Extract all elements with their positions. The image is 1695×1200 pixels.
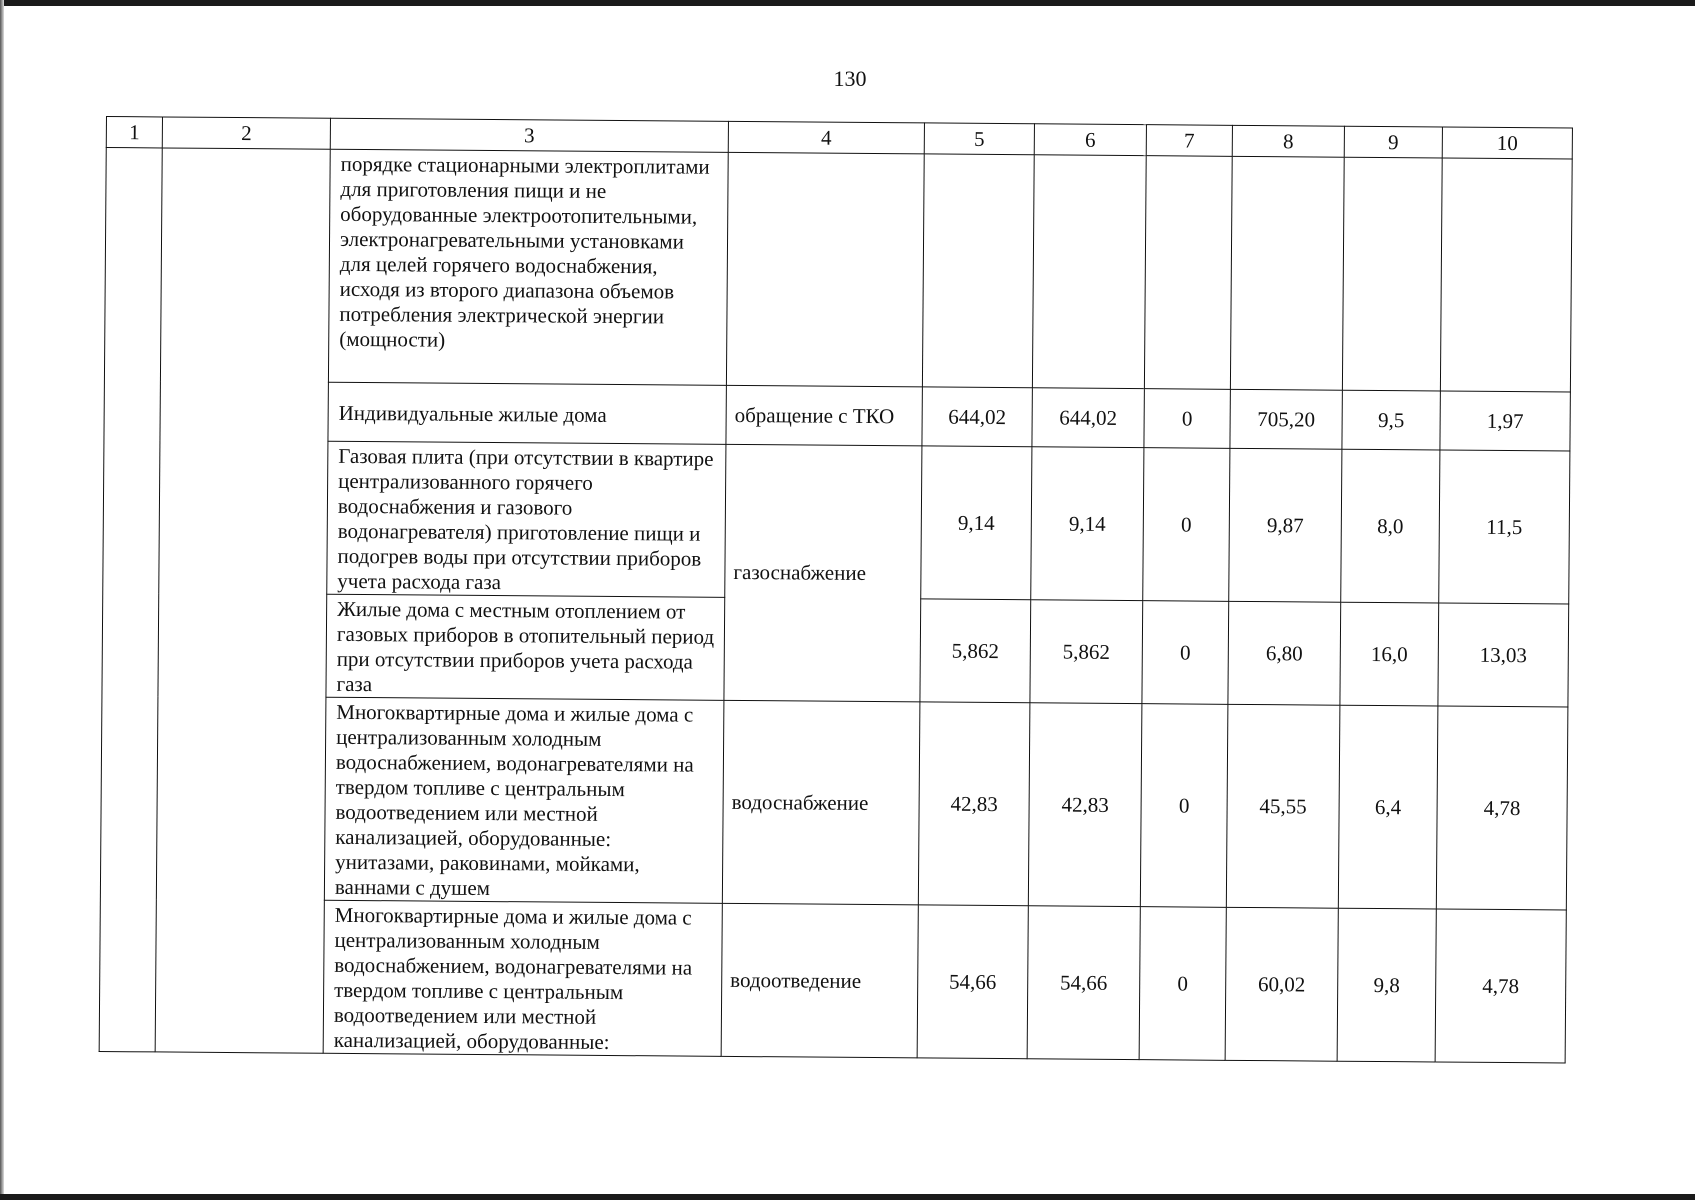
cell-col6: 9,14 — [1031, 447, 1144, 601]
row-category: обращение с ТКО — [726, 385, 922, 446]
row-description: порядке стационарными электроплитами для приготовления пищи и не оборудованные электроотопительными, электронагревательными установками для целей горячего водоснабжения, исходя из второго диапазона объемов потребления электрической энергии (мощности) — [328, 149, 728, 385]
cell-col5: 54,66 — [917, 905, 1028, 1059]
row-description: Газовая плита (при отсутствии в квартире централизованного горячего водоснабжения и газового водонагревателя) приготовление пищи и подогрев воды при отсутствии приборов учета расхода газа — [327, 441, 726, 597]
cell-col7 — [1144, 156, 1232, 390]
cell-col10 — [1440, 158, 1572, 392]
cell-col8: 705,20 — [1230, 389, 1342, 449]
cell-col9: 9,8 — [1337, 908, 1436, 1062]
header-cell-4: 4 — [728, 121, 924, 154]
cell-col7: 0 — [1140, 704, 1228, 908]
header-cell-3: 3 — [330, 118, 728, 152]
cell-col9 — [1342, 157, 1442, 391]
row-category: водоснабжение — [722, 700, 920, 905]
cell-col9: 8,0 — [1341, 449, 1440, 603]
cell-col7: 0 — [1143, 448, 1230, 602]
col2-merged-cell — [155, 148, 330, 1053]
scan-edge-left — [0, 0, 4, 1200]
cell-col7: 0 — [1142, 601, 1229, 705]
cell-col8 — [1230, 156, 1344, 390]
cell-col8: 9,87 — [1229, 448, 1342, 602]
table-row — [104, 148, 1572, 393]
cell-col5: 9,14 — [921, 446, 1032, 600]
cell-col5: 5,862 — [920, 599, 1031, 703]
cell-col8: 45,55 — [1226, 704, 1340, 908]
col1-merged-cell — [99, 148, 162, 1052]
cell-col8: 6,80 — [1228, 601, 1341, 705]
cell-col5: 644,02 — [922, 387, 1032, 447]
row-category: водоотведение — [721, 903, 918, 1058]
header-cell-5: 5 — [924, 123, 1034, 155]
cell-col6: 54,66 — [1027, 906, 1140, 1060]
cell-col9: 16,0 — [1340, 602, 1439, 706]
cell-col6: 644,02 — [1032, 388, 1144, 448]
cell-col7: 0 — [1139, 907, 1226, 1061]
cell-col6 — [1032, 155, 1146, 389]
cell-col8: 60,02 — [1225, 907, 1338, 1061]
row-description: Индивидуальные жилые дома — [328, 382, 726, 444]
row-category — [726, 152, 924, 387]
cell-col9: 9,5 — [1342, 390, 1440, 450]
header-cell-8: 8 — [1232, 125, 1344, 157]
cell-col10: 4,78 — [1435, 909, 1566, 1063]
cell-col5: 42,83 — [918, 702, 1030, 906]
header-cell-7: 7 — [1146, 125, 1232, 157]
cell-col6: 5,862 — [1030, 600, 1143, 704]
header-cell-9: 9 — [1344, 126, 1442, 158]
header-cell-2: 2 — [162, 117, 330, 149]
cell-col10: 1,97 — [1440, 391, 1570, 451]
tariff-table — [99, 116, 1573, 1063]
cell-col10: 11,5 — [1439, 450, 1570, 604]
row-description: Жилые дома с местным отоплением от газовых приборов в отопительный период при отсутствии приборов учета расхода газа — [326, 594, 725, 700]
row-description: Многоквартирные дома и жилые дома с централизованным холодным водоснабжением, водонагревателями на твердом топливе с центральным водоотведением или местной канализацией, оборудованные: — [323, 900, 722, 1056]
scan-edge-top — [0, 0, 1695, 6]
header-cell-10: 10 — [1442, 127, 1572, 159]
scan-edge-bottom — [0, 1194, 1695, 1200]
header-cell-1: 1 — [106, 117, 162, 148]
cell-col5 — [922, 154, 1034, 388]
page-number: 130 — [833, 66, 867, 91]
cell-col7: 0 — [1144, 389, 1230, 449]
header-cell-6: 6 — [1034, 124, 1146, 156]
cell-col9: 6,4 — [1338, 705, 1438, 909]
row-description: Многоквартирные дома и жилые дома с централизованным холодным водоснабжением, водонагревателями на твердом топливе с центральным водоотведением или местной канализацией, оборудованные: унитазами, раковинами, мойками, ваннами с душем — [324, 697, 724, 903]
cell-col10: 4,78 — [1436, 706, 1568, 910]
cell-col6: 42,83 — [1028, 703, 1142, 907]
row-category: газоснабжение — [724, 444, 922, 702]
cell-col10: 13,03 — [1438, 603, 1569, 707]
